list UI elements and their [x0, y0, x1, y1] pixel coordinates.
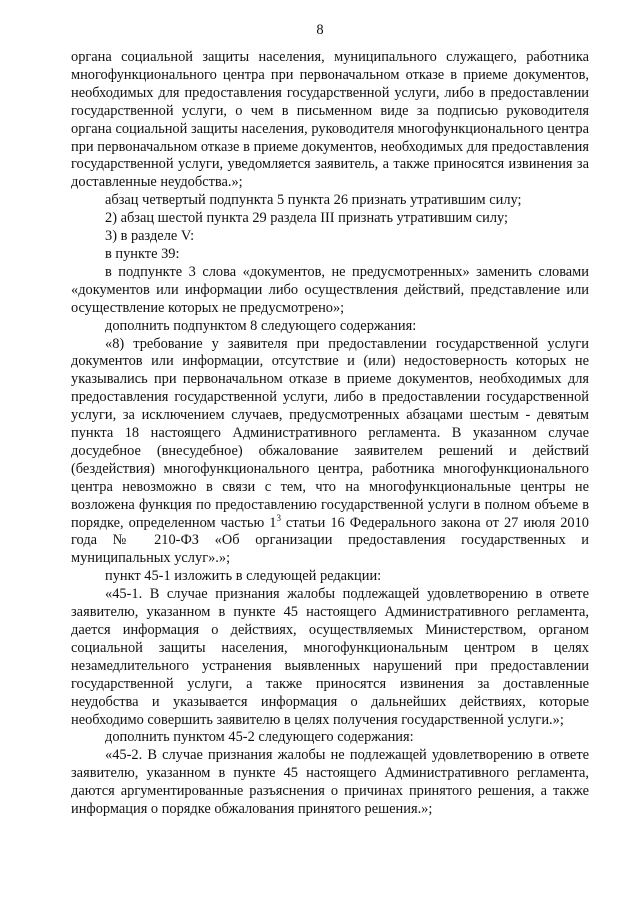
paragraph: в подпункте 3 слова «документов, не предусмотренных» заменить словами «документов или информации либо осуществления действий, представление или осуществление которых не предусмотрено»; [71, 263, 589, 316]
paragraph: дополнить пунктом 45-2 следующего содержания: [105, 729, 414, 746]
paragraph: абзац четвертый подпункта 5 пункта 26 признать утратившим силу; [105, 192, 522, 209]
superscript: 3 [276, 512, 281, 523]
paragraph-with-superscript [71, 336, 589, 569]
paragraph: 3) в разделе V: [105, 228, 195, 245]
paragraph-text: «8) требование у заявителя при предоставлении государственной услуги документов или информации, отсутствие и (или) недостоверность которых не указывались при первоначальном отказе в приеме документов, необходимых для предоставления государственной услуги, либо в предоставлении государственной услуги, за исключением случаев, предусмотренных абзацами шестым - девятым пункта 18 настоящего Административного регламента. В указанном случае досудебное (внесудебное) обжалование заявителем решений и действий (бездействия) многофункционального центра, работника многофункционального центра невозможно в связи с тем, что на многофункциональные центры не возложена функция по предоставлению государственной услуги в полном объеме в порядке, определенном частью 1 [71, 335, 589, 531]
paragraph: дополнить подпунктом 8 следующего содержания: [105, 317, 417, 334]
paragraph: «45-2. В случае признания жалобы не подлежащей удовлетворению в ответе заявителю, указанном в пункте 45 настоящего Административного регламента, даются аргументированные разъяснения о причинах принятого решения, а также информация о порядке обжалования принятого решения.»; [71, 747, 589, 818]
paragraph-text: статьи 16 Федерального закона от 27 июля 2010 года № 210-ФЗ «Об организации предоставления государственных и муниципальных услуг».»; [71, 514, 589, 567]
document-body [71, 49, 589, 819]
page-number: 8 [316, 22, 324, 38]
paragraph: «45-1. В случае признания жалобы подлежащей удовлетворению в ответе заявителю, указанном в пункте 45 настоящего Административного регламента, дается информация о действиях, осуществляемых Министерством, органом социальной защиты населения, многофункциональным центром в целях незамедлительного устранения выявленных нарушений при предоставлении государственной услуги, а также приносятся извинения за доставленные неудобства и указывается информация о дальнейших действиях, которые необходимо совершить заявителю в целях получения государственной услуги.»; [71, 586, 589, 728]
paragraph: в пункте 39: [105, 245, 180, 262]
paragraph: пункт 45-1 изложить в следующей редакции: [105, 568, 382, 585]
paragraph: 2) абзац шестой пункта 29 раздела III признать утратившим силу; [105, 210, 509, 227]
paragraph: органа социальной защиты населения, муниципального служащего, работника многофункционального центра при первоначальном отказе в приеме документов, необходимых для предоставления государственной услуги, либо в предоставлении государственной услуги, о чем в письменном виде за подписью руководителя органа социальной защиты населения, руководителя многофункционального центра при первоначальном отказе в приеме документов, необходимых для предоставления государственной услуги, уведомляется заявитель, а также приносятся извинения за доставленные неудобства.»; [71, 49, 589, 191]
